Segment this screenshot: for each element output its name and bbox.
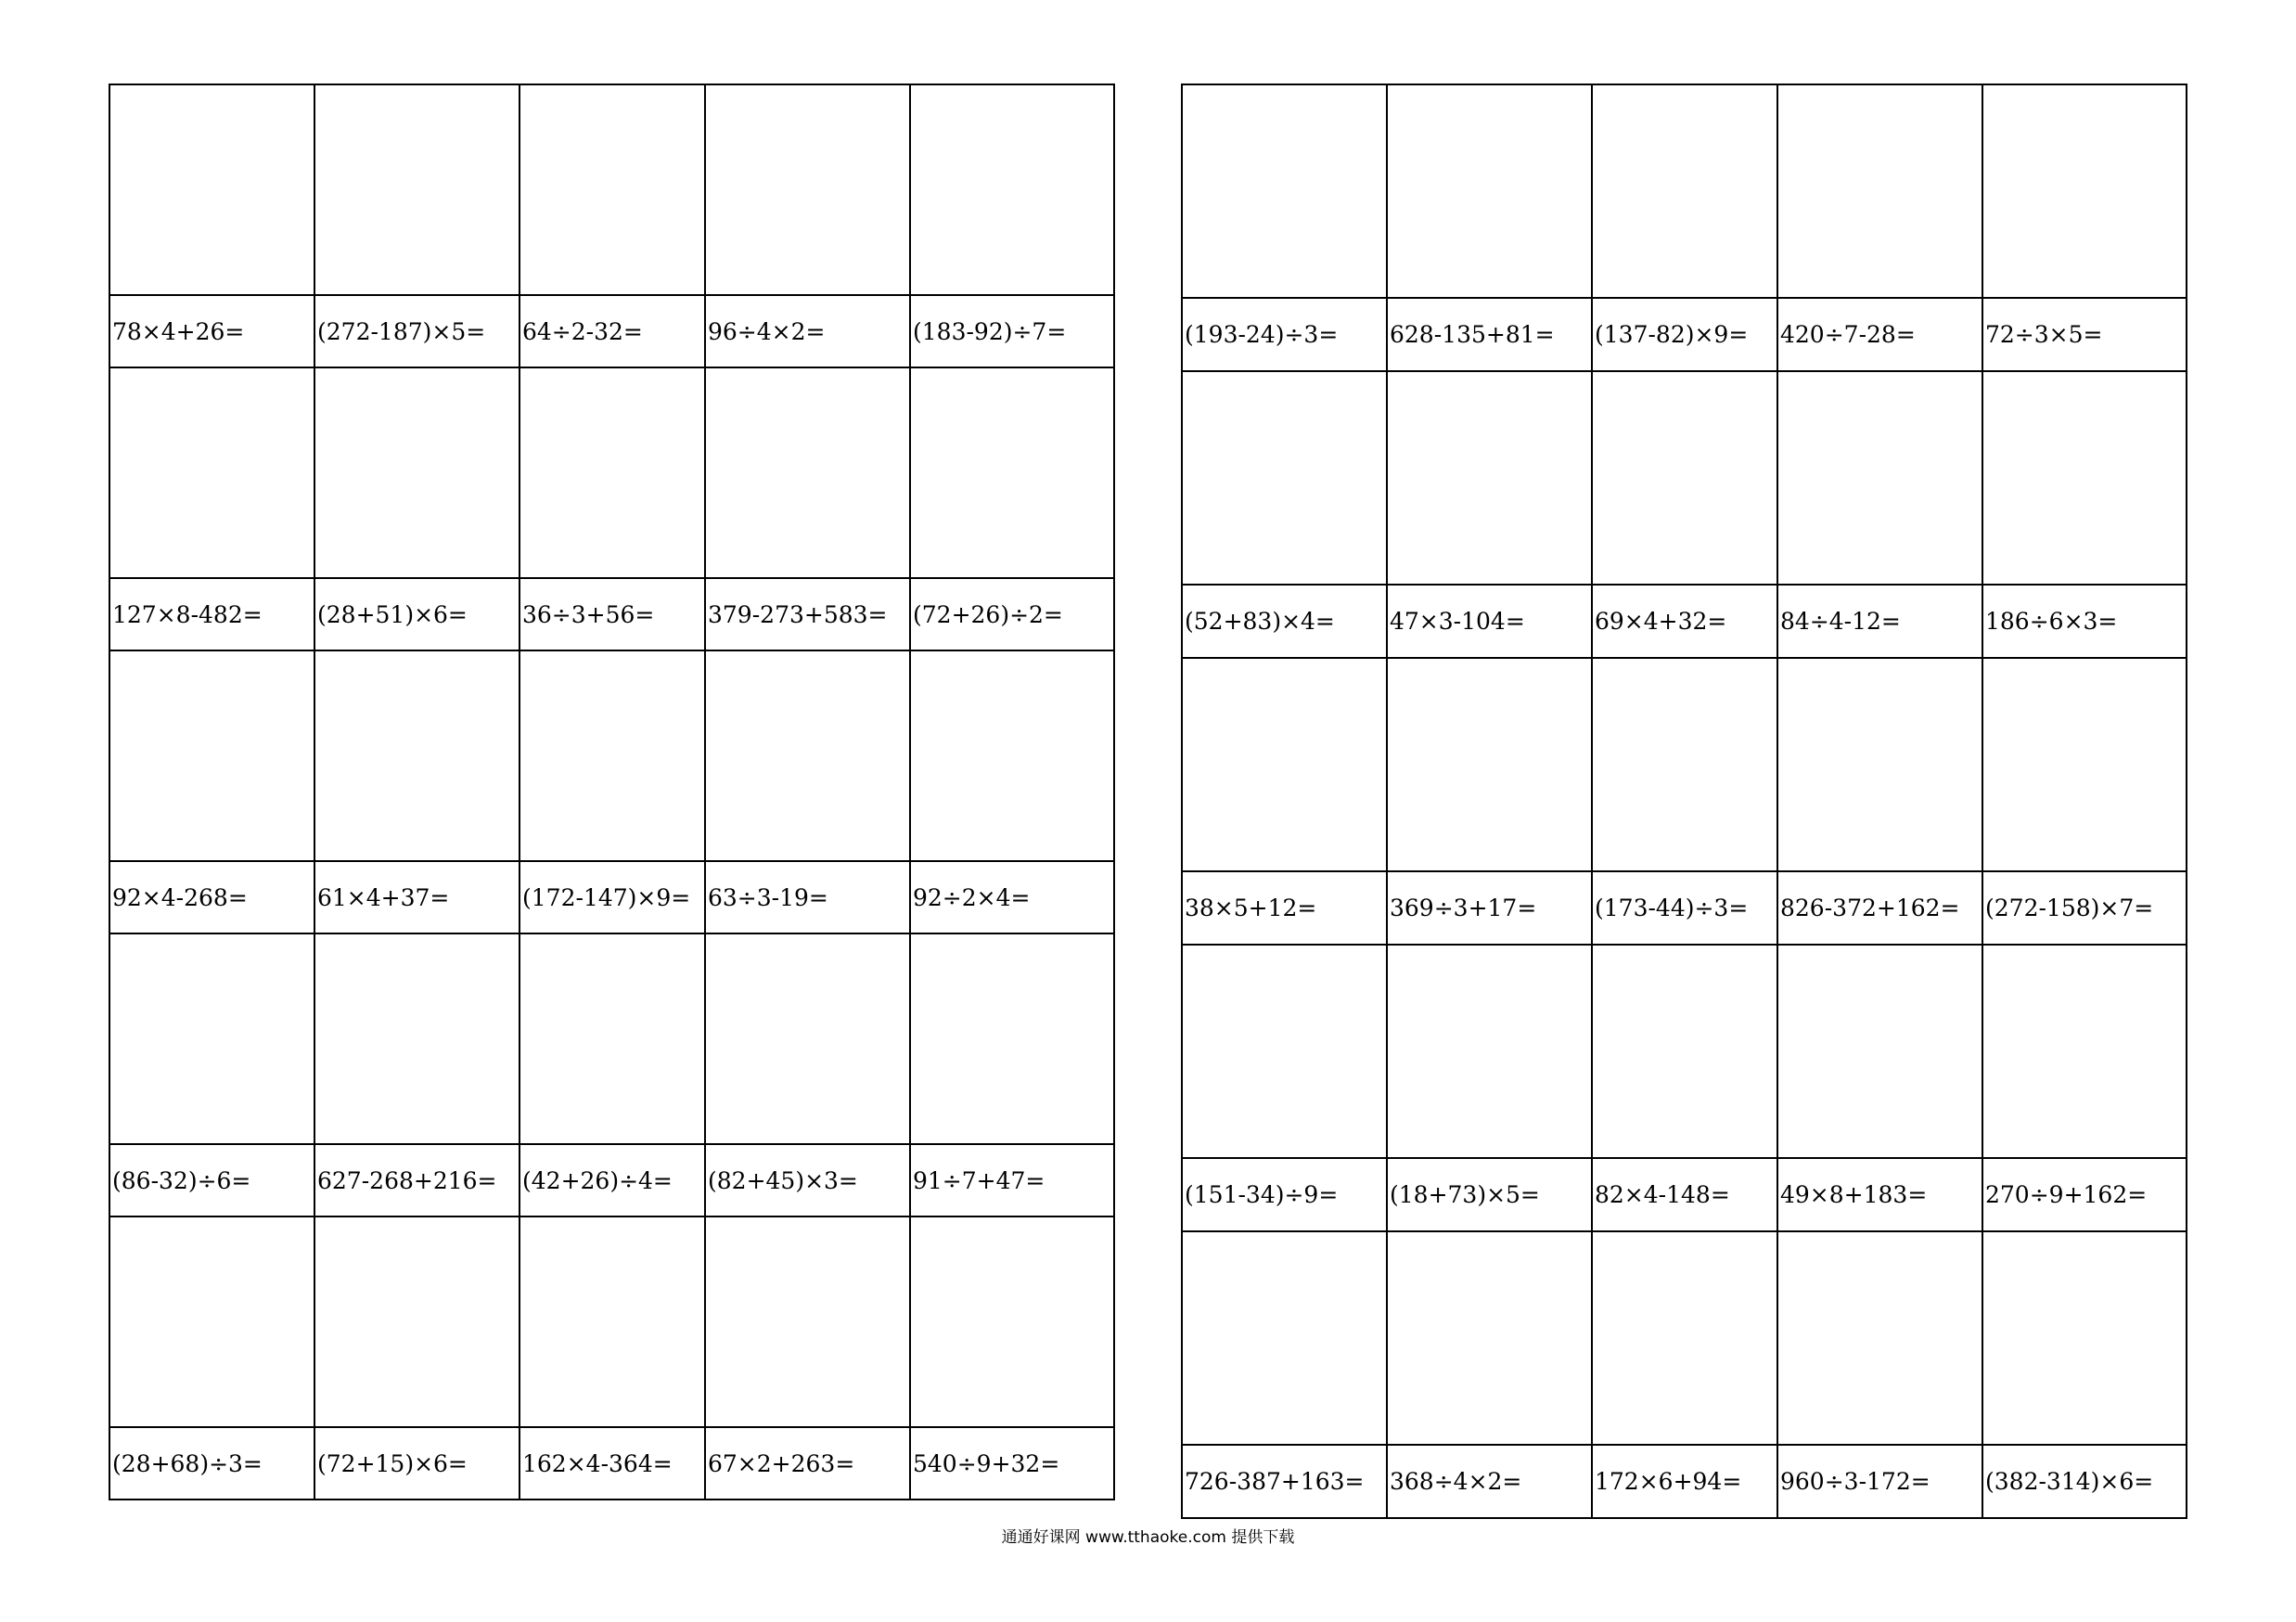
work-space-row	[109, 1216, 1114, 1427]
expression-cell: 270÷9+162=	[1982, 1158, 2187, 1231]
work-space-cell	[1182, 84, 1387, 298]
work-space-cell	[1592, 371, 1777, 585]
expression-cell: 38×5+12=	[1182, 871, 1387, 945]
work-space-row	[1182, 1231, 2187, 1445]
work-space-cell	[314, 650, 519, 861]
work-space-cell	[705, 1216, 910, 1427]
expression-cell: 64÷2-32=	[519, 295, 705, 367]
work-space-cell	[314, 1216, 519, 1427]
work-space-cell	[910, 933, 1114, 1144]
work-space-cell	[910, 367, 1114, 578]
left-worksheet-grid	[109, 84, 1115, 1500]
work-space-cell	[1777, 658, 1982, 871]
expression-cell: 96÷4×2=	[705, 295, 910, 367]
work-space-row	[1182, 658, 2187, 871]
expression-cell: 162×4-364=	[519, 1427, 705, 1500]
expression-cell: 69×4+32=	[1592, 585, 1777, 658]
expression-cell: (18+73)×5=	[1387, 1158, 1592, 1231]
work-space-cell	[519, 367, 705, 578]
expression-row	[109, 1144, 1114, 1216]
right-grid-body	[1182, 84, 2187, 1518]
expression-cell: (72+26)÷2=	[910, 578, 1114, 650]
expression-cell: 91÷7+47=	[910, 1144, 1114, 1216]
work-space-row	[109, 367, 1114, 578]
expression-row	[109, 1427, 1114, 1500]
expression-row	[1182, 871, 2187, 945]
work-space-cell	[314, 933, 519, 1144]
work-space-row	[109, 933, 1114, 1144]
work-space-cell	[314, 367, 519, 578]
work-space-cell	[1982, 945, 2187, 1158]
expression-cell: (272-158)×7=	[1982, 871, 2187, 945]
expression-cell: (137-82)×9=	[1592, 298, 1777, 371]
expression-row	[109, 861, 1114, 933]
work-space-cell	[910, 650, 1114, 861]
expression-cell: 49×8+183=	[1777, 1158, 1982, 1231]
expression-cell: (72+15)×6=	[314, 1427, 519, 1500]
expression-cell: 36÷3+56=	[519, 578, 705, 650]
work-space-cell	[1592, 945, 1777, 1158]
expression-row	[1182, 1158, 2187, 1231]
expression-cell: 628-135+81=	[1387, 298, 1592, 371]
expression-cell: 540÷9+32=	[910, 1427, 1114, 1500]
expression-cell: 379-273+583=	[705, 578, 910, 650]
work-space-cell	[109, 650, 314, 861]
work-space-cell	[314, 84, 519, 295]
expression-cell: 47×3-104=	[1387, 585, 1592, 658]
expression-cell: 84÷4-12=	[1777, 585, 1982, 658]
expression-cell: 172×6+94=	[1592, 1445, 1777, 1518]
expression-cell: 82×4-148=	[1592, 1158, 1777, 1231]
expression-row	[1182, 298, 2187, 371]
expression-cell: 368÷4×2=	[1387, 1445, 1592, 1518]
work-space-cell	[109, 367, 314, 578]
work-space-cell	[705, 650, 910, 861]
work-space-cell	[910, 1216, 1114, 1427]
left-grid-body	[109, 84, 1114, 1500]
expression-cell: 186÷6×3=	[1982, 585, 2187, 658]
work-space-cell	[1387, 371, 1592, 585]
work-space-row	[1182, 371, 2187, 585]
expression-cell: (86-32)÷6=	[109, 1144, 314, 1216]
expression-cell: (82+45)×3=	[705, 1144, 910, 1216]
expression-cell: 127×8-482=	[109, 578, 314, 650]
work-space-row	[1182, 945, 2187, 1158]
work-space-cell	[1982, 84, 2187, 298]
work-space-cell	[519, 933, 705, 1144]
expression-row	[109, 295, 1114, 367]
expression-row	[109, 578, 1114, 650]
work-space-cell	[109, 933, 314, 1144]
work-space-cell	[519, 1216, 705, 1427]
expression-cell: 960÷3-172=	[1777, 1445, 1982, 1518]
work-space-cell	[1777, 371, 1982, 585]
work-space-row	[109, 84, 1114, 295]
work-space-cell	[1182, 658, 1387, 871]
expression-cell: 63÷3-19=	[705, 861, 910, 933]
work-space-cell	[1592, 1231, 1777, 1445]
expression-cell: 78×4+26=	[109, 295, 314, 367]
work-space-cell	[1777, 84, 1982, 298]
work-space-cell	[705, 933, 910, 1144]
work-space-cell	[109, 84, 314, 295]
expression-cell: 61×4+37=	[314, 861, 519, 933]
expression-cell: 92×4-268=	[109, 861, 314, 933]
expression-cell: (28+68)÷3=	[109, 1427, 314, 1500]
expression-cell: (382-314)×6=	[1982, 1445, 2187, 1518]
expression-row	[1182, 585, 2187, 658]
work-space-cell	[1592, 658, 1777, 871]
work-space-cell	[1387, 84, 1592, 298]
expression-cell: 72÷3×5=	[1982, 298, 2187, 371]
work-space-cell	[1387, 1231, 1592, 1445]
work-space-cell	[1387, 945, 1592, 1158]
expression-cell: 92÷2×4=	[910, 861, 1114, 933]
expression-cell: 369÷3+17=	[1387, 871, 1592, 945]
expression-cell: (28+51)×6=	[314, 578, 519, 650]
right-worksheet-grid	[1181, 84, 2187, 1519]
work-space-cell	[1592, 84, 1777, 298]
expression-cell: 420÷7-28=	[1777, 298, 1982, 371]
work-space-cell	[1777, 945, 1982, 1158]
expression-cell: 67×2+263=	[705, 1427, 910, 1500]
work-space-cell	[910, 84, 1114, 295]
work-space-cell	[519, 650, 705, 861]
expression-cell: 627-268+216=	[314, 1144, 519, 1216]
work-space-cell	[1982, 371, 2187, 585]
work-space-cell	[1182, 945, 1387, 1158]
expression-cell: (173-44)÷3=	[1592, 871, 1777, 945]
footer-credit: 通通好课网 www.tthaoke.com 提供下载	[1001, 1528, 1295, 1547]
expression-row	[1182, 1445, 2187, 1518]
expression-cell: 726-387+163=	[1182, 1445, 1387, 1518]
work-space-cell	[1182, 371, 1387, 585]
work-space-row	[1182, 84, 2187, 298]
expression-cell: (272-187)×5=	[314, 295, 519, 367]
work-space-cell	[519, 84, 705, 295]
expression-cell: (151-34)÷9=	[1182, 1158, 1387, 1231]
expression-cell: 826-372+162=	[1777, 871, 1982, 945]
work-space-cell	[1982, 1231, 2187, 1445]
expression-cell: (172-147)×9=	[519, 861, 705, 933]
work-space-row	[109, 650, 1114, 861]
expression-cell: (42+26)÷4=	[519, 1144, 705, 1216]
work-space-cell	[109, 1216, 314, 1427]
expression-cell: (193-24)÷3=	[1182, 298, 1387, 371]
expression-cell: (183-92)÷7=	[910, 295, 1114, 367]
work-space-cell	[705, 84, 910, 295]
work-space-cell	[705, 367, 910, 578]
work-space-cell	[1387, 658, 1592, 871]
work-space-cell	[1777, 1231, 1982, 1445]
work-space-cell	[1982, 658, 2187, 871]
work-space-cell	[1182, 1231, 1387, 1445]
expression-cell: (52+83)×4=	[1182, 585, 1387, 658]
